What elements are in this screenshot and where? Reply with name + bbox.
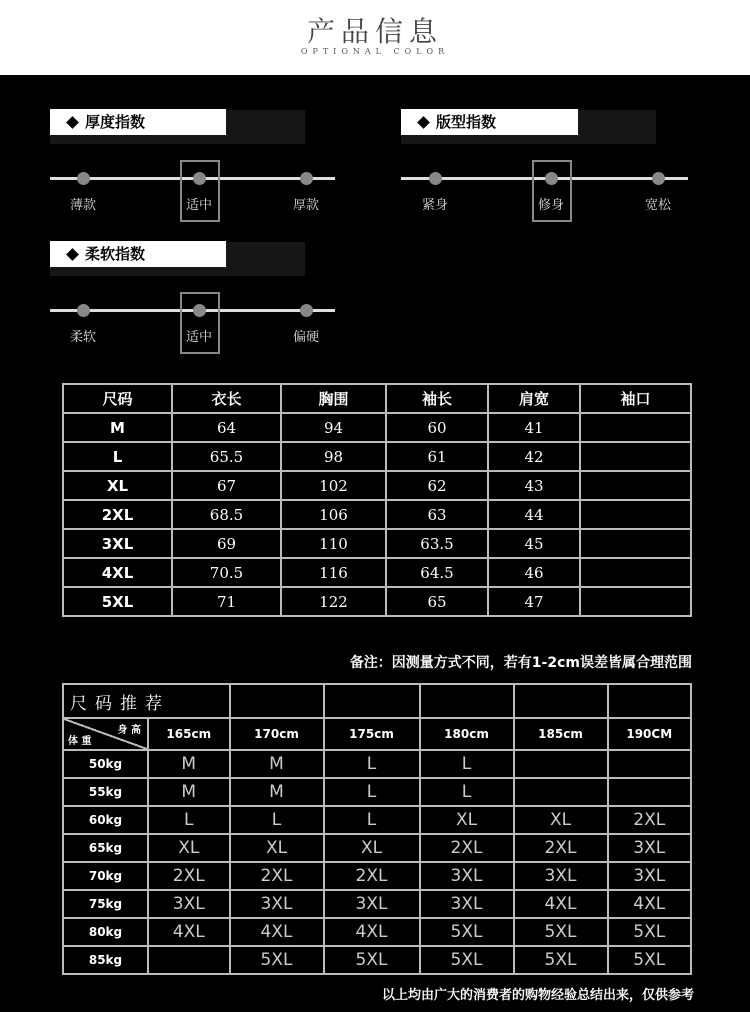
scale-option-selected: 适中 (185, 330, 213, 345)
measurement-cell: 116 (281, 558, 386, 587)
measurement-cell: 65 (386, 587, 488, 616)
size-cell: 4XL (63, 558, 172, 587)
measurement-cell: 43 (488, 471, 580, 500)
table-header: 袖口 (580, 384, 691, 413)
diamond-icon (417, 116, 430, 129)
softness-index-text: 柔软指数 (85, 245, 146, 263)
recommended-size-cell: M (148, 750, 230, 778)
table-row (63, 834, 691, 862)
recommended-size-cell: XL (230, 834, 324, 862)
recommended-size-cell: 3XL (420, 890, 514, 918)
softness-scale (50, 292, 335, 362)
measurement-cell: 61 (386, 442, 488, 471)
diamond-icon (66, 248, 79, 261)
weight-cell: 50kg (63, 750, 148, 778)
weight-cell: 55kg (63, 778, 148, 806)
measurement-cell: 60 (386, 413, 488, 442)
height-header: 190CM (608, 718, 691, 750)
scale-option: 薄款 (69, 198, 97, 213)
measurement-cell: 71 (172, 587, 281, 616)
table-row (63, 918, 691, 946)
recommended-size-cell: XL (514, 806, 608, 834)
measurement-cell: 65.5 (172, 442, 281, 471)
fit-index-text: 版型指数 (436, 113, 497, 131)
recommended-size-cell: 4XL (148, 918, 230, 946)
table-row (63, 806, 691, 834)
size-recommendation-table (62, 683, 692, 975)
table-row (63, 778, 691, 806)
recommended-size-cell: XL (324, 834, 420, 862)
scale-dot (652, 172, 665, 185)
recommended-size-cell: 2XL (324, 862, 420, 890)
measurement-cell: 67 (172, 471, 281, 500)
recommendation-title: 尺码推荐 (63, 684, 230, 718)
measurement-note: 备注：因测量方式不同，若有1-2cm误差皆属合理范围 (349, 655, 692, 671)
fit-scale (401, 160, 688, 230)
weight-cell: 65kg (63, 834, 148, 862)
recommended-size-cell: L (420, 750, 514, 778)
measurement-cell: 44 (488, 500, 580, 529)
weight-cell: 60kg (63, 806, 148, 834)
measurement-cell: 63 (386, 500, 488, 529)
softness-index-label (50, 241, 226, 267)
table-row (63, 587, 691, 616)
recommended-size-cell: 2XL (148, 862, 230, 890)
height-header: 185cm (514, 718, 608, 750)
height-header: 165cm (148, 718, 230, 750)
scale-option: 宽松 (644, 198, 672, 213)
scale-dot (77, 172, 90, 185)
recommended-size-cell: XL (420, 806, 514, 834)
empty-cell (608, 684, 691, 718)
table-row (63, 442, 691, 471)
table-header-row (63, 384, 691, 413)
recommended-size-cell: M (148, 778, 230, 806)
page-subtitle: OPTIONAL COLOR (300, 47, 450, 56)
recommended-size-cell: 3XL (230, 890, 324, 918)
size-cell: XL (63, 471, 172, 500)
recommended-size-cell: 3XL (514, 862, 608, 890)
size-cell: 5XL (63, 587, 172, 616)
height-header: 175cm (324, 718, 420, 750)
measurement-cell: 46 (488, 558, 580, 587)
recommended-size-cell: 4XL (324, 918, 420, 946)
recommended-size-cell: 5XL (608, 918, 691, 946)
scale-dot (77, 304, 90, 317)
table-row (63, 946, 691, 974)
empty-cell (420, 684, 514, 718)
thickness-index-label (50, 109, 226, 135)
empty-cell (230, 684, 324, 718)
corner-height-label: 身 高 (117, 725, 141, 736)
measurement-cell (580, 587, 691, 616)
recommended-size-cell: 5XL (230, 946, 324, 974)
recommended-size-cell: L (324, 778, 420, 806)
measurement-cell: 68.5 (172, 500, 281, 529)
scale-option: 紧身 (421, 198, 449, 213)
table-row (63, 413, 691, 442)
measurement-cell (580, 529, 691, 558)
measurement-cell (580, 500, 691, 529)
measurement-cell (580, 558, 691, 587)
size-cell: L (63, 442, 172, 471)
recommended-size-cell: 5XL (608, 946, 691, 974)
recommended-size-cell: 5XL (324, 946, 420, 974)
measurement-cell: 94 (281, 413, 386, 442)
measurement-cell: 102 (281, 471, 386, 500)
measurement-cell: 64.5 (386, 558, 488, 587)
scale-dot (300, 304, 313, 317)
table-row (63, 558, 691, 587)
height-header: 170cm (230, 718, 324, 750)
recommended-size-cell: 4XL (514, 890, 608, 918)
recommended-size-cell: M (230, 778, 324, 806)
size-cell: M (63, 413, 172, 442)
measurement-cell: 42 (488, 442, 580, 471)
measurement-cell (580, 413, 691, 442)
height-header: 180cm (420, 718, 514, 750)
recommended-size-cell: 5XL (514, 946, 608, 974)
table-header: 胸围 (281, 384, 386, 413)
size-cell: 2XL (63, 500, 172, 529)
recommended-size-cell: XL (148, 834, 230, 862)
measurement-cell: 70.5 (172, 558, 281, 587)
fit-index-label (401, 109, 578, 135)
table-row (63, 862, 691, 890)
recommended-size-cell: 3XL (608, 834, 691, 862)
recommended-size-cell: 5XL (514, 918, 608, 946)
scale-option-selected: 修身 (537, 198, 565, 213)
recommended-size-cell: 5XL (420, 918, 514, 946)
recommended-size-cell: 2XL (230, 862, 324, 890)
recommended-size-cell: L (148, 806, 230, 834)
table-header: 袖长 (386, 384, 488, 413)
weight-cell: 80kg (63, 918, 148, 946)
empty-cell (514, 684, 608, 718)
weight-cell: 85kg (63, 946, 148, 974)
diamond-icon (66, 116, 79, 129)
recommended-size-cell: L (420, 778, 514, 806)
measurement-cell: 98 (281, 442, 386, 471)
measurement-cell: 62 (386, 471, 488, 500)
measurement-cell: 69 (172, 529, 281, 558)
scale-dot (300, 172, 313, 185)
measurement-cell: 110 (281, 529, 386, 558)
recommended-size-cell: 3XL (148, 890, 230, 918)
measurement-cell: 63.5 (386, 529, 488, 558)
footer-note: 以上均由广大的消费者的购物经验总结出来，仅供参考 (381, 988, 694, 1003)
recommended-size-cell (514, 778, 608, 806)
scale-option: 柔软 (69, 330, 97, 345)
table-header: 衣长 (172, 384, 281, 413)
recommended-size-cell: 5XL (420, 946, 514, 974)
size-table (62, 383, 692, 617)
page-title: 产品信息 (306, 15, 443, 48)
table-row (63, 471, 691, 500)
recommended-size-cell: 3XL (608, 862, 691, 890)
recommended-size-cell: 2XL (608, 806, 691, 834)
scale-option-selected: 适中 (185, 198, 213, 213)
measurement-cell (580, 471, 691, 500)
size-cell: 3XL (63, 529, 172, 558)
recommended-size-cell: L (230, 806, 324, 834)
corner-weight-label: 体 重 (68, 736, 92, 747)
recommended-size-cell (148, 946, 230, 974)
table-header: 尺码 (63, 384, 172, 413)
measurement-cell: 41 (488, 413, 580, 442)
table-corner-cell (63, 718, 148, 750)
recommended-size-cell (608, 750, 691, 778)
recommended-size-cell: M (230, 750, 324, 778)
recommended-size-cell: 3XL (324, 890, 420, 918)
recommended-size-cell: 4XL (608, 890, 691, 918)
recommended-size-cell (608, 778, 691, 806)
empty-cell (324, 684, 420, 718)
table-row (63, 750, 691, 778)
table-header: 肩宽 (488, 384, 580, 413)
recommended-size-cell: L (324, 750, 420, 778)
recommended-size-cell: 3XL (420, 862, 514, 890)
weight-cell: 70kg (63, 862, 148, 890)
scale-option: 厚款 (292, 198, 320, 213)
scale-dot (429, 172, 442, 185)
weight-cell: 75kg (63, 890, 148, 918)
measurement-cell (580, 442, 691, 471)
page-header (0, 0, 750, 75)
measurement-cell: 45 (488, 529, 580, 558)
measurement-cell: 64 (172, 413, 281, 442)
thickness-index-text: 厚度指数 (85, 113, 146, 131)
measurement-cell: 122 (281, 587, 386, 616)
measurement-cell: 106 (281, 500, 386, 529)
scale-option: 偏硬 (292, 330, 320, 345)
table-row (63, 890, 691, 918)
thickness-scale (50, 160, 335, 230)
measurement-cell: 47 (488, 587, 580, 616)
recommended-size-cell: 4XL (230, 918, 324, 946)
recommended-size-cell (514, 750, 608, 778)
table-row (63, 500, 691, 529)
recommended-size-cell: 2XL (514, 834, 608, 862)
table-row (63, 529, 691, 558)
recommended-size-cell: L (324, 806, 420, 834)
recommended-size-cell: 2XL (420, 834, 514, 862)
